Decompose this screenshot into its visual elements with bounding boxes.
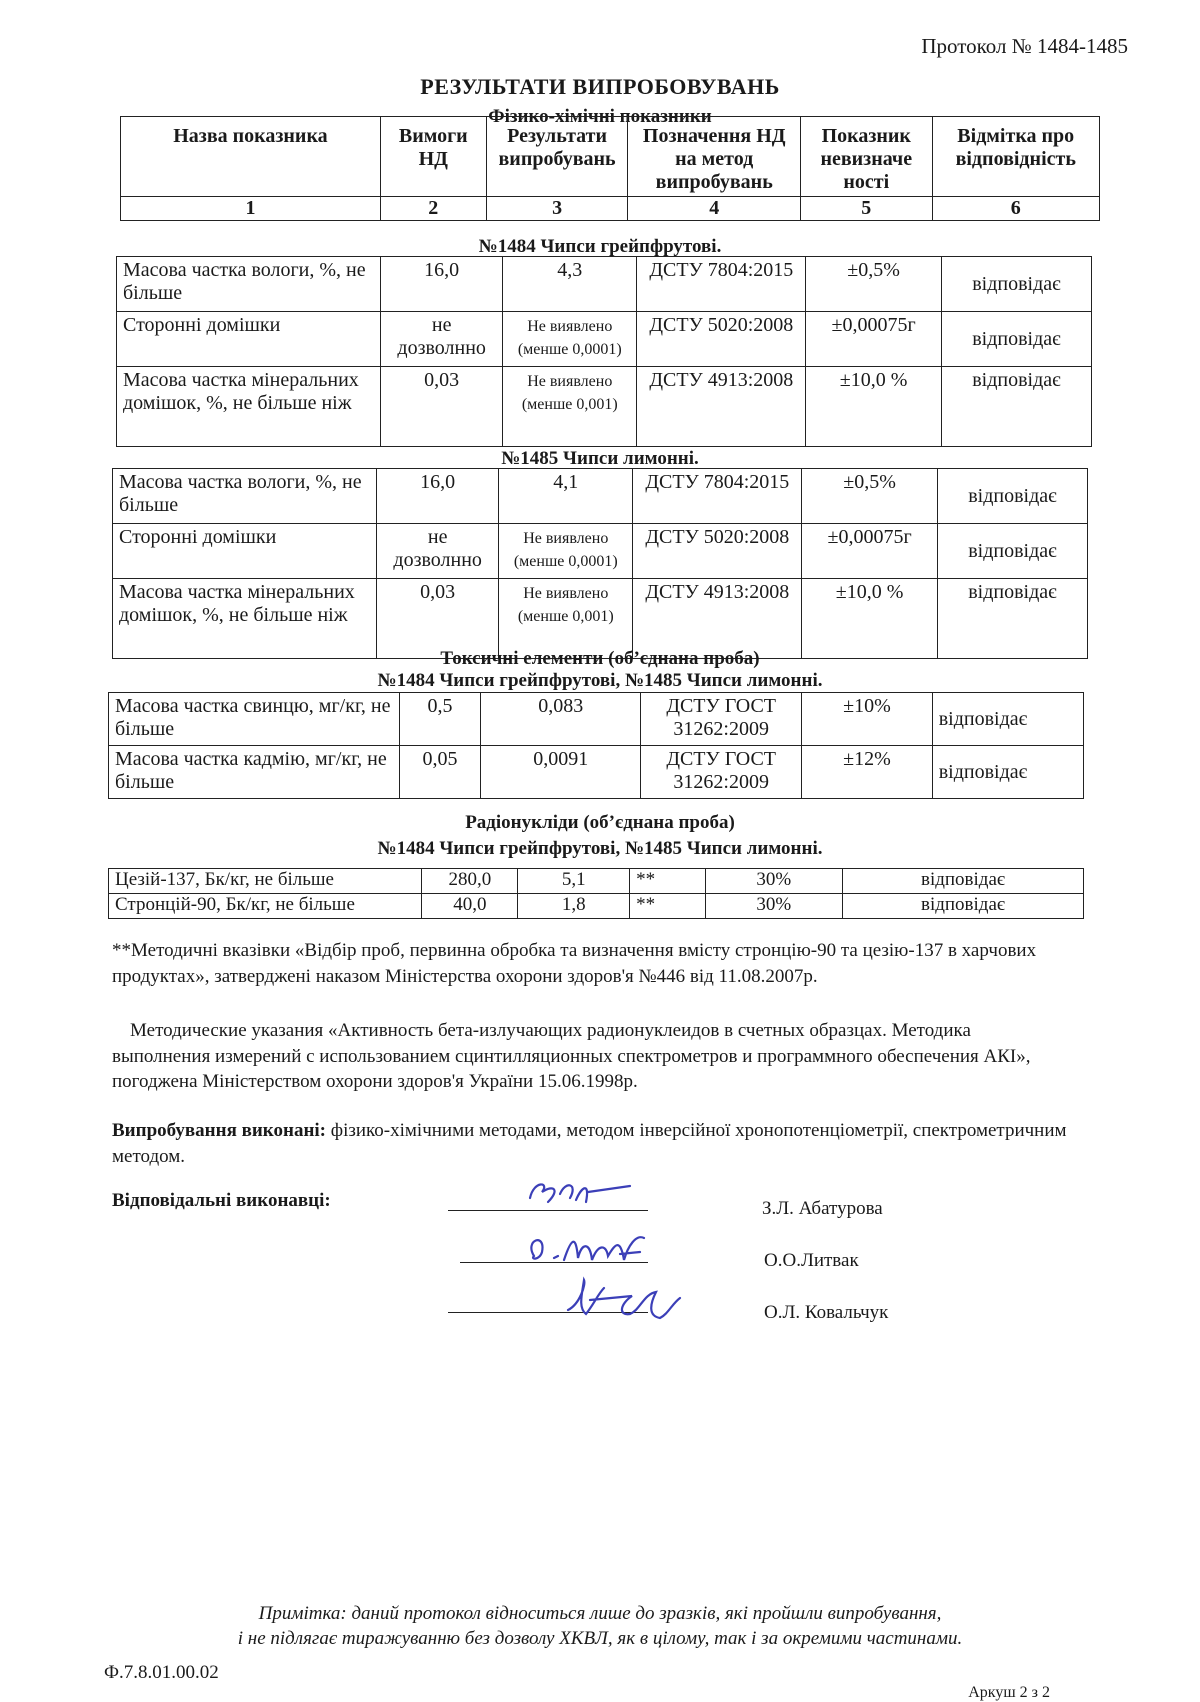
- row-method: ДСТУ 7804:2015: [633, 469, 802, 524]
- row-status: відповідає: [932, 693, 1083, 746]
- table-row: [113, 579, 1088, 659]
- methods-text: фізико-хімічними методами, методом інверсійної хронопотенціометрії, спектрометричним методом.: [112, 1120, 1067, 1167]
- row-name: Масова частка кадмію, мг/кг, не більше: [109, 746, 400, 799]
- signature-2-icon: [520, 1226, 660, 1274]
- col-header-uncertainty: Показник невизначе ності: [801, 117, 932, 197]
- row-uncertainty: ±10,0 %: [802, 579, 938, 659]
- row-requirement: 0,05: [399, 746, 481, 799]
- table-row: [117, 367, 1092, 447]
- row-requirement: 0,03: [377, 579, 499, 659]
- row-name: Масова частка вологи, %, не більше: [113, 469, 377, 524]
- protocol-number: Протокол № 1484-1485: [921, 34, 1128, 58]
- section-physico-chemical: Фізико-хімічні показники: [488, 106, 712, 127]
- signatory-name-1: З.Л. Абатурова: [762, 1198, 883, 1219]
- signatures-label: Відповідальні виконавці:: [112, 1190, 331, 1211]
- signatory-name-2: О.О.Литвак: [764, 1250, 859, 1271]
- row-result: Не виявлено (менше 0,001): [503, 367, 637, 447]
- row-uncertainty: ±10%: [802, 693, 933, 746]
- row-method: ДСТУ 5020:2008: [633, 524, 802, 579]
- row-requirement: не дозволнно: [377, 524, 499, 579]
- row-status: відповідає: [941, 257, 1091, 312]
- section-1485-title: №1485 Чипси лимонні.: [501, 448, 699, 469]
- row-requirement: 0,5: [399, 693, 481, 746]
- table-row: [117, 257, 1092, 312]
- row-result: 5,1: [518, 869, 630, 894]
- row-requirement: не дозволнно: [381, 312, 503, 367]
- radionuclides-subtitle: №1484 Чипси грейпфрутові, №1485 Чипси лимонні.: [377, 838, 823, 859]
- row-requirement: 0,03: [381, 367, 503, 447]
- row-result: 1,8: [518, 894, 630, 919]
- disclaimer-note: [0, 1602, 1200, 1651]
- table-row: [113, 524, 1088, 579]
- row-requirement: 280,0: [422, 869, 518, 894]
- results-header-table: [120, 116, 1100, 221]
- row-uncertainty: ±0,00075г: [806, 312, 942, 367]
- row-method: ДСТУ 5020:2008: [637, 312, 806, 367]
- table-1485: [112, 468, 1088, 659]
- table-row: [109, 746, 1084, 799]
- row-name: Цезій-137, Бк/кг, не більше: [109, 869, 422, 894]
- radionuclides-title: Радіонукліди (об’єднана проба): [465, 812, 735, 833]
- table-row: [117, 312, 1092, 367]
- row-method: ДСТУ 4913:2008: [637, 367, 806, 447]
- radionuclides-table: [108, 868, 1084, 919]
- row-uncertainty: 30%: [705, 894, 843, 919]
- row-method: ДСТУ 4913:2008: [633, 579, 802, 659]
- row-result: Не виявлено (менше 0,0001): [503, 312, 637, 367]
- col-number-2: 2: [380, 197, 486, 221]
- methodology-note-2: Методические указания «Активность бета-излучающих радионуклеидов в счетных образцах. Методика выполнения измерений с использованием сцинтилляционных спектрометров и программного обеспечения АКІ», погоджена Міністерством охорони здоров'я України 15.06.1998р.: [112, 1020, 1031, 1093]
- row-method: **: [630, 894, 705, 919]
- row-name: Стронцій-90, Бк/кг, не більше: [109, 894, 422, 919]
- disclaimer-line-2: і не підлягає тиражуванню без дозволу ХКВЛ, як в цілому, так і за окремими частинами.: [237, 1627, 963, 1649]
- row-requirement: 40,0: [422, 894, 518, 919]
- row-uncertainty: ±0,00075г: [802, 524, 938, 579]
- row-uncertainty: ±12%: [802, 746, 933, 799]
- document-title: РЕЗУЛЬТАТИ ВИПРОБОВУВАНЬ: [420, 74, 780, 99]
- row-status: відповідає: [843, 894, 1084, 919]
- row-status: відповідає: [941, 312, 1091, 367]
- col-header-name: Назва показника: [121, 117, 381, 197]
- row-requirement: 16,0: [381, 257, 503, 312]
- signature-3-icon: [560, 1274, 690, 1324]
- signatory-name-3: О.Л. Ковальчук: [764, 1302, 889, 1323]
- row-result: 0,0091: [481, 746, 641, 799]
- row-method: ДСТУ ГОСТ 31262:2009: [641, 693, 802, 746]
- methodology-note-1: **Методичні вказівки «Відбір проб, первинна обробка та визначення вмісту стронцію-90 та цезію-137 в харчових продуктах», затверджені наказом Міністерства охорони здоров'я №446 від 11.08.2007р.: [112, 940, 1037, 987]
- sheet-number: Аркуш 2 з 2: [968, 1684, 1050, 1701]
- row-result: 4,3: [503, 257, 637, 312]
- col-header-requirements: Вимоги НД: [380, 117, 486, 197]
- disclaimer-line-1: Примітка: даний протокол відноситься лише до зразків, які пройшли випробування,: [258, 1603, 942, 1624]
- col-number-6: 6: [932, 197, 1100, 221]
- row-uncertainty: 30%: [705, 869, 843, 894]
- row-uncertainty: ±10,0 %: [806, 367, 942, 447]
- row-status: відповідає: [937, 524, 1087, 579]
- col-number-3: 3: [486, 197, 628, 221]
- row-method: ДСТУ 7804:2015: [637, 257, 806, 312]
- col-header-method: Позначення НД на метод випробувань: [628, 117, 801, 197]
- form-code: Ф.7.8.01.00.02: [104, 1662, 219, 1683]
- row-status: відповідає: [937, 579, 1087, 659]
- table-row: [113, 469, 1088, 524]
- table-row: [109, 693, 1084, 746]
- row-result: 4,1: [499, 469, 633, 524]
- methods-label: Випробування виконані:: [112, 1120, 327, 1141]
- row-status: відповідає: [843, 869, 1084, 894]
- row-name: Масова частка свинцю, мг/кг, не більше: [109, 693, 400, 746]
- col-header-results: Результати випробувань: [486, 117, 628, 197]
- col-header-conformity: Відмітка про відповідність: [932, 117, 1100, 197]
- row-name: Масова частка мінеральних домішок, %, не більше ніж: [113, 579, 377, 659]
- col-number-4: 4: [628, 197, 801, 221]
- row-name: Сторонні домішки: [117, 312, 381, 367]
- toxic-elements-title: Токсичні елементи (об’єднана проба): [440, 648, 760, 669]
- row-result: Не виявлено (менше 0,0001): [499, 524, 633, 579]
- col-number-1: 1: [121, 197, 381, 221]
- row-status: відповідає: [937, 469, 1087, 524]
- row-name: Масова частка мінеральних домішок, %, не більше ніж: [117, 367, 381, 447]
- row-result: Не виявлено (менше 0,001): [499, 579, 633, 659]
- row-status: відповідає: [932, 746, 1083, 799]
- row-method: ДСТУ ГОСТ 31262:2009: [641, 746, 802, 799]
- table-1484: [116, 256, 1092, 447]
- row-method: **: [630, 869, 705, 894]
- row-requirement: 16,0: [377, 469, 499, 524]
- col-number-5: 5: [801, 197, 932, 221]
- table-row: [109, 869, 1084, 894]
- row-result: 0,083: [481, 693, 641, 746]
- methods-statement: [112, 1118, 1072, 1169]
- signature-1-icon: [520, 1172, 640, 1212]
- toxic-elements-table: [108, 692, 1084, 799]
- row-name: Масова частка вологи, %, не більше: [117, 257, 381, 312]
- row-name: Сторонні домішки: [113, 524, 377, 579]
- table-row: [109, 894, 1084, 919]
- row-uncertainty: ±0,5%: [806, 257, 942, 312]
- row-status: відповідає: [941, 367, 1091, 447]
- row-uncertainty: ±0,5%: [802, 469, 938, 524]
- toxic-elements-subtitle: №1484 Чипси грейпфрутові, №1485 Чипси лимонні.: [377, 670, 823, 691]
- section-1484-title: №1484 Чипси грейпфрутові.: [478, 236, 722, 257]
